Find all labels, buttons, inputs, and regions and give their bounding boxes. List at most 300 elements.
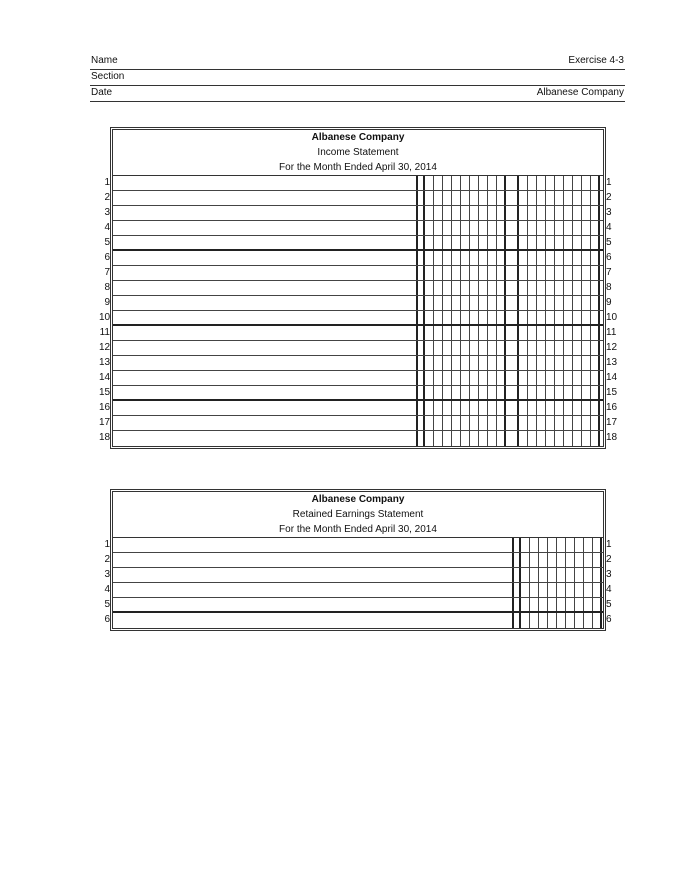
digit-cell <box>461 371 470 385</box>
description-cell[interactable] <box>113 191 418 205</box>
digit-cell <box>521 568 530 582</box>
digit-cell <box>528 251 537 265</box>
income-company-name: Albanese Company <box>311 132 405 143</box>
line-number-right: 5 <box>606 237 612 248</box>
digit-cell <box>461 311 470 324</box>
digit-cell <box>584 553 593 567</box>
amount-column[interactable] <box>416 281 506 295</box>
digit-cell <box>434 386 443 399</box>
form-line[interactable] <box>104 598 612 613</box>
amount-column[interactable] <box>510 281 600 295</box>
digit-cell <box>479 221 488 235</box>
digit-cell <box>566 598 575 611</box>
amount-column[interactable] <box>416 266 506 280</box>
digit-cell <box>537 251 546 265</box>
digit-cell <box>470 251 479 265</box>
name-line <box>90 54 625 70</box>
description-cell[interactable] <box>113 221 418 235</box>
digit-cell <box>582 431 591 446</box>
digit-cell <box>443 266 452 280</box>
amount-column[interactable] <box>510 296 600 310</box>
digit-cell <box>488 281 497 295</box>
digit-cell <box>528 431 537 446</box>
digit-cell <box>452 236 461 249</box>
digit-cell <box>479 281 488 295</box>
form-line[interactable] <box>104 553 612 568</box>
digit-cell <box>555 236 564 249</box>
digit-cell <box>573 236 582 249</box>
form-line[interactable] <box>99 401 618 416</box>
line-number-left: 6 <box>104 252 110 263</box>
amount-column[interactable] <box>416 326 506 340</box>
digit-cell <box>555 371 564 385</box>
digit-cell <box>434 356 443 370</box>
digit-cell <box>584 598 593 611</box>
amount-column[interactable] <box>510 401 600 415</box>
amount-column[interactable] <box>510 236 600 249</box>
line-number-right: 3 <box>606 569 612 580</box>
form-line[interactable] <box>104 176 612 191</box>
digit-cell <box>582 251 591 265</box>
digit-cell <box>452 401 461 415</box>
description-cell[interactable] <box>113 281 418 295</box>
description-cell[interactable] <box>113 311 418 324</box>
amount-column[interactable] <box>510 266 600 280</box>
digit-cell <box>488 251 497 265</box>
digit-cell <box>425 416 434 430</box>
digit-cell <box>537 371 546 385</box>
digit-cell <box>575 613 584 628</box>
form-line[interactable] <box>99 326 617 341</box>
digit-cell <box>528 356 537 370</box>
digit-cell <box>461 326 470 340</box>
digit-cell <box>582 281 591 295</box>
digit-cell <box>416 221 425 235</box>
line-number-left: 16 <box>99 402 111 413</box>
digit-cell <box>557 568 566 582</box>
digit-cell <box>591 416 600 430</box>
digit-cell <box>528 401 537 415</box>
digit-cell <box>416 266 425 280</box>
line-number-left: 15 <box>99 387 111 398</box>
amount-column[interactable] <box>416 206 506 220</box>
digit-cell <box>488 371 497 385</box>
amount-column[interactable] <box>510 221 600 235</box>
digit-cell <box>519 401 528 415</box>
line-number-right: 2 <box>606 554 612 565</box>
digit-cell <box>546 191 555 205</box>
amount-column[interactable] <box>416 401 506 415</box>
description-cell[interactable] <box>113 176 418 190</box>
digit-cell <box>521 538 530 552</box>
digit-cell <box>497 296 506 310</box>
digit-cell <box>434 236 443 249</box>
name-label: Name <box>91 55 118 66</box>
description-cell[interactable] <box>113 598 514 611</box>
amount-column[interactable] <box>510 191 600 205</box>
digit-cell <box>470 281 479 295</box>
digit-cell <box>497 311 506 324</box>
digit-cell <box>443 431 452 446</box>
digit-cell <box>555 401 564 415</box>
description-cell[interactable] <box>113 386 418 399</box>
digit-cell <box>593 568 602 582</box>
digit-cell <box>443 416 452 430</box>
digit-cell <box>555 356 564 370</box>
amount-column[interactable] <box>512 583 602 597</box>
form-line[interactable] <box>99 356 618 371</box>
digit-cell <box>564 191 573 205</box>
digit-cell <box>443 341 452 355</box>
digit-cell <box>443 281 452 295</box>
digit-cell <box>566 613 575 628</box>
digit-cell <box>461 176 470 190</box>
amount-column[interactable] <box>510 251 600 265</box>
digit-cell <box>537 311 546 324</box>
line-number-right: 9 <box>606 297 612 308</box>
form-line[interactable] <box>104 568 612 583</box>
digit-cell <box>452 371 461 385</box>
digit-cell <box>591 176 600 190</box>
digit-cell <box>528 371 537 385</box>
line-number-right: 2 <box>606 192 612 203</box>
description-cell[interactable] <box>113 583 514 597</box>
amount-column[interactable] <box>510 311 600 324</box>
form-line[interactable] <box>104 206 612 221</box>
amount-column[interactable] <box>510 356 600 370</box>
description-cell[interactable] <box>113 296 418 310</box>
line-number-right: 15 <box>606 387 618 398</box>
amount-column[interactable] <box>416 191 506 205</box>
digit-cell <box>510 371 519 385</box>
digit-cell <box>593 613 602 628</box>
digit-cell <box>593 553 602 567</box>
digit-cell <box>519 221 528 235</box>
digit-cell <box>528 176 537 190</box>
line-number-right: 6 <box>606 252 612 263</box>
digit-cell <box>416 371 425 385</box>
amount-column[interactable] <box>512 538 602 552</box>
digit-cell <box>528 311 537 324</box>
digit-cell <box>573 296 582 310</box>
digit-cell <box>519 371 528 385</box>
digit-cell <box>443 236 452 249</box>
amount-column[interactable] <box>510 341 600 355</box>
digit-cell <box>573 401 582 415</box>
digit-cell <box>555 326 564 340</box>
form-line[interactable] <box>104 296 612 311</box>
form-line[interactable] <box>99 311 618 326</box>
amount-column[interactable] <box>510 386 600 399</box>
line-number-right: 4 <box>606 584 612 595</box>
income-statement-title: Income Statement <box>317 147 399 158</box>
digit-cell <box>546 266 555 280</box>
digit-cell <box>416 311 425 324</box>
digit-cell <box>479 266 488 280</box>
digit-cell <box>528 221 537 235</box>
digit-cell <box>593 538 602 552</box>
amount-column[interactable] <box>416 416 506 430</box>
digit-cell <box>519 386 528 399</box>
description-cell[interactable] <box>113 568 514 582</box>
digit-cell <box>528 281 537 295</box>
digit-cell <box>557 553 566 567</box>
digit-cell <box>537 236 546 249</box>
amount-column[interactable] <box>416 431 506 446</box>
digit-cell <box>452 206 461 220</box>
digit-cell <box>434 371 443 385</box>
digit-cell <box>557 598 566 611</box>
digit-cell <box>461 281 470 295</box>
digit-cell <box>537 356 546 370</box>
digit-cell <box>591 221 600 235</box>
line-number-left: 2 <box>104 554 110 565</box>
amount-column[interactable] <box>510 416 600 430</box>
digit-cell <box>573 221 582 235</box>
amount-column[interactable] <box>416 341 506 355</box>
digit-cell <box>539 598 548 611</box>
digit-cell <box>470 221 479 235</box>
digit-cell <box>479 296 488 310</box>
description-cell[interactable] <box>113 613 514 628</box>
digit-cell <box>416 326 425 340</box>
amount-column[interactable] <box>416 236 506 249</box>
digit-cell <box>510 191 519 205</box>
digit-cell <box>488 341 497 355</box>
digit-cell <box>425 191 434 205</box>
line-number-left: 17 <box>99 417 111 428</box>
form-line[interactable] <box>104 221 612 236</box>
digit-cell <box>416 236 425 249</box>
digit-cell <box>479 371 488 385</box>
digit-cell <box>555 266 564 280</box>
form-line[interactable] <box>99 386 618 401</box>
digit-cell <box>470 431 479 446</box>
digit-cell <box>564 416 573 430</box>
digit-cell <box>479 356 488 370</box>
digit-cell <box>443 191 452 205</box>
digit-cell <box>425 326 434 340</box>
amount-column[interactable] <box>416 356 506 370</box>
digit-cell <box>539 583 548 597</box>
digit-cell <box>443 371 452 385</box>
digit-cell <box>528 386 537 399</box>
digit-cell <box>546 251 555 265</box>
digit-cell <box>434 401 443 415</box>
digit-cell <box>416 206 425 220</box>
digit-cell <box>434 341 443 355</box>
digit-cell <box>416 401 425 415</box>
digit-cell <box>461 206 470 220</box>
digit-cell <box>497 206 506 220</box>
digit-cell <box>488 266 497 280</box>
digit-cell <box>555 431 564 446</box>
form-line[interactable] <box>104 236 612 251</box>
digit-cell <box>591 311 600 324</box>
digit-cell <box>557 613 566 628</box>
digit-cell <box>519 281 528 295</box>
amount-column[interactable] <box>416 251 506 265</box>
digit-cell <box>416 281 425 295</box>
line-number-left: 4 <box>104 584 110 595</box>
digit-cell <box>434 296 443 310</box>
digit-cell <box>488 296 497 310</box>
amount-column[interactable] <box>512 613 602 628</box>
amount-column[interactable] <box>510 206 600 220</box>
description-cell[interactable] <box>113 371 418 385</box>
description-cell[interactable] <box>113 553 514 567</box>
amount-column[interactable] <box>510 371 600 385</box>
digit-cell <box>582 371 591 385</box>
digit-cell <box>416 176 425 190</box>
digit-cell <box>479 341 488 355</box>
digit-cell <box>591 386 600 399</box>
form-line[interactable] <box>104 266 612 281</box>
digit-cell <box>548 553 557 567</box>
description-cell[interactable] <box>113 251 418 265</box>
amount-column[interactable] <box>512 598 602 611</box>
digit-cell <box>425 281 434 295</box>
amount-column[interactable] <box>510 176 600 190</box>
digit-cell <box>470 236 479 249</box>
digit-cell <box>434 266 443 280</box>
description-cell[interactable] <box>113 206 418 220</box>
digit-cell <box>434 416 443 430</box>
digit-cell <box>566 538 575 552</box>
digit-cell <box>519 326 528 340</box>
digit-cell <box>452 416 461 430</box>
digit-cell <box>573 326 582 340</box>
form-line[interactable] <box>104 583 612 598</box>
digit-cell <box>521 553 530 567</box>
digit-cell <box>425 251 434 265</box>
digit-cell <box>582 236 591 249</box>
amount-column[interactable] <box>416 296 506 310</box>
digit-cell <box>488 356 497 370</box>
line-number-right: 13 <box>606 357 618 368</box>
digit-cell <box>512 583 521 597</box>
digit-cell <box>555 281 564 295</box>
digit-cell <box>425 176 434 190</box>
digit-cell <box>443 311 452 324</box>
amount-column[interactable] <box>416 311 506 324</box>
form-line[interactable] <box>99 431 618 446</box>
description-cell[interactable] <box>113 341 418 355</box>
retained-company-name: Albanese Company <box>311 494 405 505</box>
digit-cell <box>564 341 573 355</box>
amount-column[interactable] <box>510 431 600 446</box>
digit-cell <box>564 401 573 415</box>
form-line[interactable] <box>99 371 618 386</box>
digit-cell <box>488 431 497 446</box>
digit-cell <box>497 386 506 399</box>
digit-cell <box>434 221 443 235</box>
digit-cell <box>573 206 582 220</box>
digit-cell <box>591 206 600 220</box>
digit-cell <box>497 281 506 295</box>
amount-column[interactable] <box>416 221 506 235</box>
amount-column[interactable] <box>510 326 600 340</box>
form-line[interactable] <box>104 281 612 296</box>
digit-cell <box>510 386 519 399</box>
amount-column[interactable] <box>416 371 506 385</box>
description-cell[interactable] <box>113 416 418 430</box>
form-line[interactable] <box>104 613 612 628</box>
digit-cell <box>470 296 479 310</box>
description-cell[interactable] <box>113 326 418 340</box>
digit-cell <box>537 341 546 355</box>
digit-cell <box>564 371 573 385</box>
digit-cell <box>591 266 600 280</box>
description-cell[interactable] <box>113 266 418 280</box>
income-statement-heading <box>113 130 603 176</box>
description-cell[interactable] <box>113 431 418 446</box>
digit-cell <box>582 356 591 370</box>
digit-cell <box>591 251 600 265</box>
digit-cell <box>497 251 506 265</box>
digit-cell <box>416 386 425 399</box>
digit-cell <box>497 221 506 235</box>
form-line[interactable] <box>104 251 612 266</box>
digit-cell <box>479 326 488 340</box>
digit-cell <box>512 553 521 567</box>
digit-cell <box>470 386 479 399</box>
form-line[interactable] <box>104 191 612 206</box>
digit-cell <box>575 538 584 552</box>
digit-cell <box>425 371 434 385</box>
digit-cell <box>521 583 530 597</box>
digit-cell <box>461 401 470 415</box>
digit-cell <box>519 206 528 220</box>
description-cell[interactable] <box>113 356 418 370</box>
digit-cell <box>528 341 537 355</box>
digit-cell <box>537 221 546 235</box>
description-cell[interactable] <box>113 236 418 249</box>
amount-column[interactable] <box>512 568 602 582</box>
amount-column[interactable] <box>512 553 602 567</box>
digit-cell <box>479 416 488 430</box>
amount-column[interactable] <box>416 386 506 399</box>
digit-cell <box>555 341 564 355</box>
form-line[interactable] <box>99 341 618 356</box>
digit-cell <box>584 538 593 552</box>
digit-cell <box>479 176 488 190</box>
digit-cell <box>510 356 519 370</box>
line-number-right: 10 <box>606 312 618 323</box>
form-line[interactable] <box>104 538 612 553</box>
description-cell[interactable] <box>113 538 514 552</box>
digit-cell <box>461 416 470 430</box>
digit-cell <box>497 191 506 205</box>
digit-cell <box>510 266 519 280</box>
digit-cell <box>470 191 479 205</box>
digit-cell <box>564 326 573 340</box>
amount-column[interactable] <box>416 176 506 190</box>
line-number-left: 3 <box>104 207 110 218</box>
description-cell[interactable] <box>113 401 418 415</box>
digit-cell <box>479 431 488 446</box>
line-number-right: 18 <box>606 432 618 443</box>
digit-cell <box>452 251 461 265</box>
digit-cell <box>537 191 546 205</box>
digit-cell <box>519 296 528 310</box>
digit-cell <box>425 401 434 415</box>
digit-cell <box>461 431 470 446</box>
form-line[interactable] <box>99 416 618 431</box>
digit-cell <box>530 568 539 582</box>
line-number-left: 1 <box>104 177 110 188</box>
digit-cell <box>566 553 575 567</box>
